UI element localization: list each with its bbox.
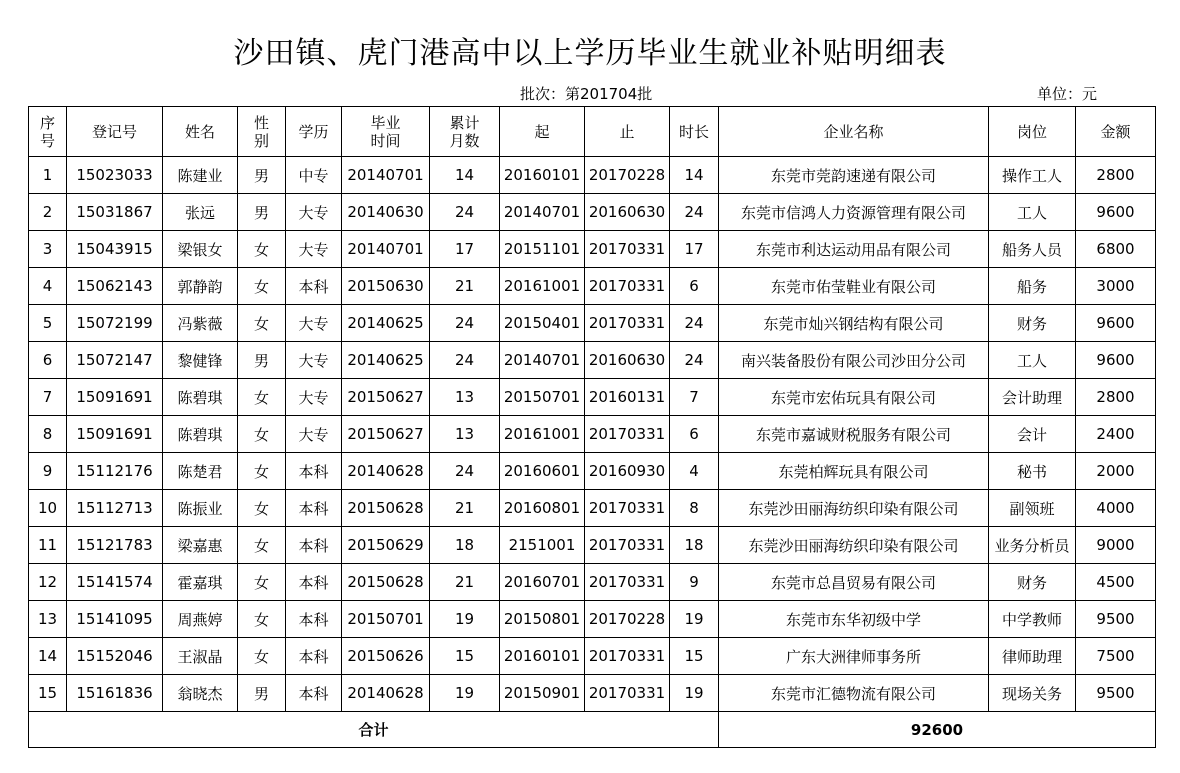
cell-end: 20170331 bbox=[585, 231, 670, 268]
table-row bbox=[29, 416, 1156, 453]
table-row bbox=[29, 490, 1156, 527]
cell-amount: 9500 bbox=[1076, 675, 1156, 712]
header-edu: 学历 bbox=[286, 107, 342, 157]
cell-months: 13 bbox=[430, 416, 500, 453]
cell-edu: 本科 bbox=[286, 564, 342, 601]
cell-gender: 男 bbox=[238, 157, 286, 194]
cell-end: 20170331 bbox=[585, 527, 670, 564]
cell-edu: 本科 bbox=[286, 490, 342, 527]
cell-company: 东莞市宏佑玩具有限公司 bbox=[719, 379, 989, 416]
cell-amount: 2400 bbox=[1076, 416, 1156, 453]
cell-months: 24 bbox=[430, 342, 500, 379]
cell-seq: 10 bbox=[29, 490, 67, 527]
cell-amount: 9600 bbox=[1076, 194, 1156, 231]
cell-position: 船务人员 bbox=[989, 231, 1076, 268]
cell-name: 冯紫薇 bbox=[163, 305, 238, 342]
cell-gender: 女 bbox=[238, 268, 286, 305]
cell-grad: 20140625 bbox=[342, 342, 430, 379]
cell-end: 20160930 bbox=[585, 453, 670, 490]
cell-company: 东莞市东华初级中学 bbox=[719, 601, 989, 638]
cell-months: 15 bbox=[430, 638, 500, 675]
header-start: 起 bbox=[500, 107, 585, 157]
cell-seq: 5 bbox=[29, 305, 67, 342]
cell-seq: 3 bbox=[29, 231, 67, 268]
cell-edu: 大专 bbox=[286, 305, 342, 342]
cell-company: 东莞沙田丽海纺织印染有限公司 bbox=[719, 527, 989, 564]
header-position: 岗位 bbox=[989, 107, 1076, 157]
cell-grad: 20140701 bbox=[342, 231, 430, 268]
table-row bbox=[29, 157, 1156, 194]
total-label: 合计 bbox=[29, 712, 719, 748]
cell-start: 20160101 bbox=[500, 638, 585, 675]
cell-months: 21 bbox=[430, 564, 500, 601]
cell-start: 2151001 bbox=[500, 527, 585, 564]
cell-edu: 本科 bbox=[286, 601, 342, 638]
cell-start: 20150901 bbox=[500, 675, 585, 712]
cell-name: 黎健锋 bbox=[163, 342, 238, 379]
cell-end: 20160630 bbox=[585, 194, 670, 231]
cell-gender: 女 bbox=[238, 527, 286, 564]
cell-duration: 19 bbox=[670, 675, 719, 712]
cell-reg: 15023033 bbox=[67, 157, 163, 194]
header-row bbox=[29, 107, 1156, 157]
cell-grad: 20150630 bbox=[342, 268, 430, 305]
cell-gender: 女 bbox=[238, 416, 286, 453]
cell-name: 陈碧琪 bbox=[163, 379, 238, 416]
cell-start: 20151101 bbox=[500, 231, 585, 268]
cell-reg: 15141095 bbox=[67, 601, 163, 638]
cell-seq: 2 bbox=[29, 194, 67, 231]
cell-duration: 24 bbox=[670, 342, 719, 379]
cell-start: 20161001 bbox=[500, 268, 585, 305]
unit-label: 单位：元 bbox=[1037, 85, 1098, 103]
cell-reg: 15091691 bbox=[67, 379, 163, 416]
cell-seq: 7 bbox=[29, 379, 67, 416]
cell-duration: 24 bbox=[670, 305, 719, 342]
cell-start: 20140701 bbox=[500, 194, 585, 231]
cell-duration: 14 bbox=[670, 157, 719, 194]
cell-position: 会计 bbox=[989, 416, 1076, 453]
cell-position: 业务分析员 bbox=[989, 527, 1076, 564]
cell-duration: 8 bbox=[670, 490, 719, 527]
cell-end: 20160131 bbox=[585, 379, 670, 416]
cell-gender: 女 bbox=[238, 490, 286, 527]
table-row bbox=[29, 379, 1156, 416]
cell-name: 周燕婷 bbox=[163, 601, 238, 638]
cell-end: 20170228 bbox=[585, 601, 670, 638]
cell-grad: 20140630 bbox=[342, 194, 430, 231]
table-body bbox=[29, 157, 1156, 712]
cell-edu: 本科 bbox=[286, 453, 342, 490]
cell-position: 副领班 bbox=[989, 490, 1076, 527]
total-value: 92600 bbox=[719, 712, 1156, 748]
cell-reg: 15031867 bbox=[67, 194, 163, 231]
cell-duration: 17 bbox=[670, 231, 719, 268]
cell-company: 东莞市灿兴钢结构有限公司 bbox=[719, 305, 989, 342]
table-row bbox=[29, 305, 1156, 342]
cell-months: 21 bbox=[430, 490, 500, 527]
cell-reg: 15121783 bbox=[67, 527, 163, 564]
cell-gender: 女 bbox=[238, 564, 286, 601]
cell-edu: 大专 bbox=[286, 342, 342, 379]
cell-name: 郭静韵 bbox=[163, 268, 238, 305]
cell-amount: 4000 bbox=[1076, 490, 1156, 527]
cell-amount: 9600 bbox=[1076, 305, 1156, 342]
cell-seq: 13 bbox=[29, 601, 67, 638]
cell-start: 20150401 bbox=[500, 305, 585, 342]
cell-reg: 15152046 bbox=[67, 638, 163, 675]
table-row bbox=[29, 564, 1156, 601]
header-duration: 时长 bbox=[670, 107, 719, 157]
page-title: 沙田镇、虎门港高中以上学历毕业生就业补贴明细表 bbox=[233, 36, 947, 71]
cell-company: 东莞市利达运动用品有限公司 bbox=[719, 231, 989, 268]
cell-gender: 女 bbox=[238, 379, 286, 416]
cell-months: 13 bbox=[430, 379, 500, 416]
header-name: 姓名 bbox=[163, 107, 238, 157]
cell-months: 24 bbox=[430, 453, 500, 490]
cell-seq: 1 bbox=[29, 157, 67, 194]
table-row bbox=[29, 675, 1156, 712]
subsidy-table bbox=[28, 106, 1156, 748]
cell-duration: 19 bbox=[670, 601, 719, 638]
cell-start: 20160701 bbox=[500, 564, 585, 601]
cell-edu: 大专 bbox=[286, 379, 342, 416]
cell-end: 20170331 bbox=[585, 490, 670, 527]
cell-grad: 20140628 bbox=[342, 453, 430, 490]
cell-grad: 20150701 bbox=[342, 601, 430, 638]
cell-edu: 本科 bbox=[286, 638, 342, 675]
cell-name: 翁晓杰 bbox=[163, 675, 238, 712]
cell-start: 20160801 bbox=[500, 490, 585, 527]
header-end: 止 bbox=[585, 107, 670, 157]
cell-reg: 15043915 bbox=[67, 231, 163, 268]
cell-company: 南兴装备股份有限公司沙田分公司 bbox=[719, 342, 989, 379]
cell-reg: 15141574 bbox=[67, 564, 163, 601]
cell-name: 王淑晶 bbox=[163, 638, 238, 675]
cell-months: 14 bbox=[430, 157, 500, 194]
cell-position: 财务 bbox=[989, 564, 1076, 601]
cell-position: 船务 bbox=[989, 268, 1076, 305]
header-months: 累计 月数 bbox=[430, 107, 500, 157]
cell-duration: 7 bbox=[670, 379, 719, 416]
cell-amount: 2800 bbox=[1076, 157, 1156, 194]
cell-seq: 14 bbox=[29, 638, 67, 675]
cell-company: 广东大洲律师事务所 bbox=[719, 638, 989, 675]
cell-company: 东莞市佑莹鞋业有限公司 bbox=[719, 268, 989, 305]
header-gender: 性 别 bbox=[238, 107, 286, 157]
cell-duration: 6 bbox=[670, 268, 719, 305]
table-row bbox=[29, 268, 1156, 305]
cell-grad: 20150626 bbox=[342, 638, 430, 675]
cell-start: 20160101 bbox=[500, 157, 585, 194]
header-company: 企业名称 bbox=[719, 107, 989, 157]
cell-grad: 20140628 bbox=[342, 675, 430, 712]
cell-gender: 男 bbox=[238, 194, 286, 231]
cell-end: 20160630 bbox=[585, 342, 670, 379]
cell-duration: 4 bbox=[670, 453, 719, 490]
cell-name: 梁银女 bbox=[163, 231, 238, 268]
cell-gender: 女 bbox=[238, 601, 286, 638]
cell-duration: 18 bbox=[670, 527, 719, 564]
cell-grad: 20150628 bbox=[342, 490, 430, 527]
cell-months: 24 bbox=[430, 194, 500, 231]
cell-months: 17 bbox=[430, 231, 500, 268]
cell-seq: 15 bbox=[29, 675, 67, 712]
cell-position: 中学教师 bbox=[989, 601, 1076, 638]
table-row bbox=[29, 638, 1156, 675]
cell-months: 24 bbox=[430, 305, 500, 342]
table-row bbox=[29, 453, 1156, 490]
cell-seq: 11 bbox=[29, 527, 67, 564]
cell-amount: 7500 bbox=[1076, 638, 1156, 675]
cell-name: 陈楚君 bbox=[163, 453, 238, 490]
cell-company: 东莞市汇德物流有限公司 bbox=[719, 675, 989, 712]
cell-end: 20170331 bbox=[585, 564, 670, 601]
cell-position: 会计助理 bbox=[989, 379, 1076, 416]
header-seq: 序 号 bbox=[29, 107, 67, 157]
cell-edu: 大专 bbox=[286, 194, 342, 231]
cell-grad: 20150627 bbox=[342, 379, 430, 416]
cell-months: 19 bbox=[430, 675, 500, 712]
cell-amount: 9600 bbox=[1076, 342, 1156, 379]
cell-amount: 6800 bbox=[1076, 231, 1156, 268]
cell-end: 20170228 bbox=[585, 157, 670, 194]
cell-amount: 9500 bbox=[1076, 601, 1156, 638]
cell-amount: 3000 bbox=[1076, 268, 1156, 305]
cell-company: 东莞市信鸿人力资源管理有限公司 bbox=[719, 194, 989, 231]
cell-duration: 9 bbox=[670, 564, 719, 601]
cell-months: 21 bbox=[430, 268, 500, 305]
cell-gender: 女 bbox=[238, 638, 286, 675]
cell-position: 工人 bbox=[989, 342, 1076, 379]
cell-reg: 15161836 bbox=[67, 675, 163, 712]
cell-company: 东莞市总昌贸易有限公司 bbox=[719, 564, 989, 601]
cell-seq: 9 bbox=[29, 453, 67, 490]
cell-start: 20140701 bbox=[500, 342, 585, 379]
cell-name: 陈碧琪 bbox=[163, 416, 238, 453]
cell-edu: 大专 bbox=[286, 231, 342, 268]
cell-position: 操作工人 bbox=[989, 157, 1076, 194]
cell-gender: 男 bbox=[238, 342, 286, 379]
cell-end: 20170331 bbox=[585, 305, 670, 342]
cell-grad: 20140625 bbox=[342, 305, 430, 342]
cell-company: 东莞市嘉诚财税服务有限公司 bbox=[719, 416, 989, 453]
table-row bbox=[29, 601, 1156, 638]
cell-grad: 20150629 bbox=[342, 527, 430, 564]
cell-grad: 20150627 bbox=[342, 416, 430, 453]
cell-seq: 4 bbox=[29, 268, 67, 305]
cell-start: 20150701 bbox=[500, 379, 585, 416]
cell-seq: 8 bbox=[29, 416, 67, 453]
cell-end: 20170331 bbox=[585, 638, 670, 675]
cell-name: 张远 bbox=[163, 194, 238, 231]
cell-duration: 24 bbox=[670, 194, 719, 231]
cell-months: 19 bbox=[430, 601, 500, 638]
cell-months: 18 bbox=[430, 527, 500, 564]
table-row bbox=[29, 342, 1156, 379]
table-row bbox=[29, 527, 1156, 564]
batch-label: 批次：第201704批 bbox=[520, 85, 653, 103]
cell-name: 陈振业 bbox=[163, 490, 238, 527]
cell-name: 霍嘉琪 bbox=[163, 564, 238, 601]
cell-position: 律师助理 bbox=[989, 638, 1076, 675]
cell-edu: 大专 bbox=[286, 416, 342, 453]
cell-name: 梁嘉惠 bbox=[163, 527, 238, 564]
cell-seq: 12 bbox=[29, 564, 67, 601]
header-amount: 金额 bbox=[1076, 107, 1156, 157]
cell-edu: 本科 bbox=[286, 268, 342, 305]
cell-end: 20170331 bbox=[585, 268, 670, 305]
cell-amount: 2000 bbox=[1076, 453, 1156, 490]
cell-position: 工人 bbox=[989, 194, 1076, 231]
cell-gender: 女 bbox=[238, 231, 286, 268]
cell-name: 陈建业 bbox=[163, 157, 238, 194]
cell-reg: 15072147 bbox=[67, 342, 163, 379]
cell-start: 20161001 bbox=[500, 416, 585, 453]
cell-amount: 9000 bbox=[1076, 527, 1156, 564]
cell-start: 20150801 bbox=[500, 601, 585, 638]
table-row bbox=[29, 194, 1156, 231]
cell-company: 东莞沙田丽海纺织印染有限公司 bbox=[719, 490, 989, 527]
cell-grad: 20150628 bbox=[342, 564, 430, 601]
cell-position: 现场关务 bbox=[989, 675, 1076, 712]
cell-position: 财务 bbox=[989, 305, 1076, 342]
cell-company: 东莞柏辉玩具有限公司 bbox=[719, 453, 989, 490]
cell-edu: 本科 bbox=[286, 527, 342, 564]
header-grad: 毕业 时间 bbox=[342, 107, 430, 157]
cell-company: 东莞市莞韵速递有限公司 bbox=[719, 157, 989, 194]
cell-reg: 15062143 bbox=[67, 268, 163, 305]
cell-start: 20160601 bbox=[500, 453, 585, 490]
cell-amount: 4500 bbox=[1076, 564, 1156, 601]
cell-reg: 15112713 bbox=[67, 490, 163, 527]
table-row bbox=[29, 231, 1156, 268]
cell-gender: 女 bbox=[238, 453, 286, 490]
cell-reg: 15091691 bbox=[67, 416, 163, 453]
cell-reg: 15112176 bbox=[67, 453, 163, 490]
cell-edu: 中专 bbox=[286, 157, 342, 194]
cell-edu: 本科 bbox=[286, 675, 342, 712]
cell-gender: 女 bbox=[238, 305, 286, 342]
cell-gender: 男 bbox=[238, 675, 286, 712]
cell-end: 20170331 bbox=[585, 675, 670, 712]
cell-reg: 15072199 bbox=[67, 305, 163, 342]
cell-seq: 6 bbox=[29, 342, 67, 379]
cell-duration: 6 bbox=[670, 416, 719, 453]
cell-end: 20170331 bbox=[585, 416, 670, 453]
cell-amount: 2800 bbox=[1076, 379, 1156, 416]
header-reg: 登记号 bbox=[67, 107, 163, 157]
cell-duration: 15 bbox=[670, 638, 719, 675]
cell-grad: 20140701 bbox=[342, 157, 430, 194]
cell-position: 秘书 bbox=[989, 453, 1076, 490]
total-row bbox=[29, 712, 1156, 748]
